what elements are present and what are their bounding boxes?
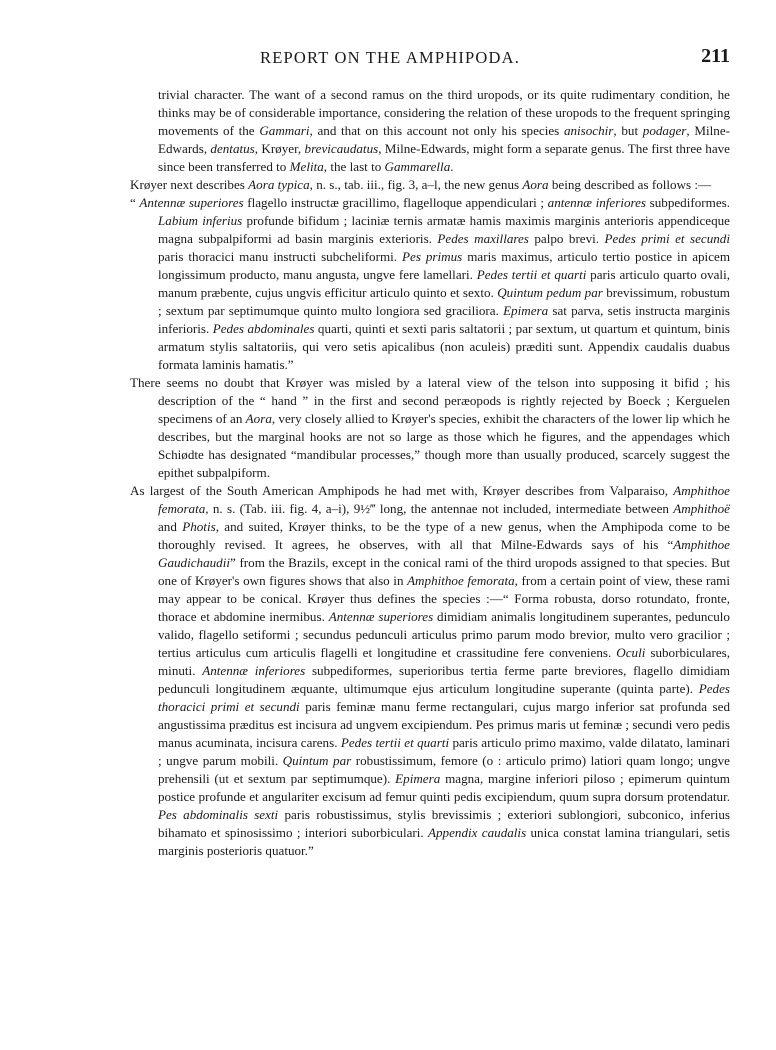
italic-term: Pedes maxillares <box>437 231 529 246</box>
italic-term: Pedes tertii et quarti <box>340 735 450 750</box>
text-run: There seems no doubt that Krøyer was misled by a lateral view of the telson into supposing it bifid ; his description of the “ hand ” in the first and second peræopods is rightly rejected by Boeck ; Kerguelen specimens of an <box>130 375 730 426</box>
text-run: magna, margine inferiori piloso ; epimerum quintum postice profunde et angulariter excisum ad femur quinti pedis excipiendum, quum supra dorsum protendatur. <box>158 771 730 804</box>
text-run: , Milne-Edwards, might form a separate genus. The first three have since been transferred to <box>158 141 730 174</box>
text-run: , but <box>613 123 643 138</box>
italic-term: Epimera <box>395 771 441 786</box>
text-run: unica constat lamina triangulari, setis marginis posterioris quatuor.” <box>158 825 730 858</box>
latin-quotation-aora <box>130 194 730 374</box>
italic-term: Pes primus <box>402 249 463 264</box>
page-number: 211 <box>701 45 730 67</box>
italic-term: Pedes primi et secundi <box>604 231 730 246</box>
italic-term: Antennæ superiores <box>139 195 244 210</box>
italic-term: Amphithoe femorata <box>158 483 730 516</box>
text-run: . <box>450 159 454 174</box>
text-run: , Krøyer, <box>254 141 305 156</box>
text-run: Krøyer next describes <box>130 177 249 192</box>
italic-term: Epimera <box>503 303 549 318</box>
italic-term: Gammarella <box>384 159 451 174</box>
italic-term: Quintum par <box>282 753 352 768</box>
text-run: quarti, quinti et sexti paris saltatorii ; par sextum, ut quartum et quintum, binis armatum stylis saltatoriis, qui vero setis apicalibus (non aculeis) præditi sunt. Appendix caudalis duabus formata laminis hamatis.” <box>158 321 730 372</box>
italic-term: Labium inferius <box>158 213 243 228</box>
italic-term: Antennæ inferiores <box>202 663 306 678</box>
paragraph-amphithoe-femorata <box>130 482 730 860</box>
text-run: sat parva, setis instructa marginis inferioris. <box>158 303 730 336</box>
text-run: , and that on this account not only his species <box>309 123 564 138</box>
text-run: paris robustissimus, stylis brevissimis ; exteriori sublongiori, subconico, inferius bihamato et spinosissimo ; interiori suborbiculari. <box>158 807 730 840</box>
italic-term: podager <box>642 123 687 138</box>
text-run: being described as follows :— <box>548 177 712 192</box>
italic-term: Pes abdominalis sexti <box>158 807 279 822</box>
italic-term: dentatus <box>210 141 255 156</box>
italic-term: Antennæ superiores <box>328 609 434 624</box>
text-run: suborbiculares, minuti. <box>158 645 730 678</box>
body-text <box>130 86 730 860</box>
text-run: , from a certain point of view, these rami may appear to be conical. Krøyer thus defines the species :—“ Forma robusta, dorso rotundato, fronte, thorace et abdomine inermibus. <box>158 573 730 624</box>
text-run: robustissimum, femore (o : articulo primo) latiori quam longo; ungve prehensili (ut et sextum par septimumque). <box>158 753 730 786</box>
text-run: paris feminæ manu ferme rectangulari, cujus margo inferior sat profunda sed angustissima præditus est incisura ad ungvem excipiendum. Pes primus maris ut feminæ ; secundi vero pedis manus acuminata, incisura carens. <box>158 699 731 750</box>
text-run: profunde bifidum ; laciniæ ternis armatæ hamis maximis marginis anterioris appendiceque magna subpalpiformi ad basin marginis exterioris. <box>158 213 730 246</box>
italic-term: Pedes thoracici primi et secundi <box>158 681 730 714</box>
text-run: , Milne-Edwards, <box>158 123 731 156</box>
italic-term: Oculi <box>616 645 646 660</box>
paragraph-aora-intro <box>130 176 730 194</box>
italic-term: Aora <box>245 411 272 426</box>
paragraph-kroyer-misled <box>130 374 730 482</box>
text-run: , n. s. (Tab. iii. fig. 4, a–i), 9½‴ long, the antennae not included, intermediate between <box>205 501 674 516</box>
paragraph-continuation <box>130 86 730 176</box>
text-run: dimidiam animalis longitudinem superantes, pedunculo valido, flagello setiformi ; secundus pedunculi articulus primo parum modo brevior, multo vero gracilior ; tertius articulus cum articulis flagelli et longitudine et crassitudine fere conveniens. <box>158 609 730 660</box>
italic-term: Pedes tertii et quarti <box>476 267 587 282</box>
italic-term: Quintum pedum par <box>497 285 603 300</box>
text-run: palpo brevi. <box>528 231 605 246</box>
text-run: As largest of the South American Amphipods he had met with, Krøyer describes from Valparaiso, <box>130 483 674 498</box>
text-run: , the last to <box>323 159 385 174</box>
text-run: and <box>158 519 183 534</box>
text-run: maris maximus, articulo tertio postice in apicem longissimum producto, manu angusta, ungve fere lamellari. <box>158 249 730 282</box>
text-run: brevissimum, robustum ; sextum par septimumque quinto multo longiora sed graciliora. <box>158 285 730 318</box>
running-title: REPORT ON THE AMPHIPODA. <box>260 48 521 67</box>
italic-term: anisochir <box>563 123 614 138</box>
italic-term: Amphithoe Gaudichaudii <box>158 537 730 570</box>
text-run: “ <box>130 195 140 210</box>
page-header <box>130 45 730 70</box>
text-run: , very closely allied to Krøyer's species, exhibit the characters of the lower lip which he describes, but the marginal hooks are not so large as those which he figures, and the appendages which Schiødte has designated “mandibular processes,” though more than usually produced, scarcely suggest the epithet subpalpiform. <box>158 411 730 480</box>
italic-term: Appendix caudalis <box>428 825 527 840</box>
text-run: paris articulo primo maximo, valde dilatato, laminari ; ungve parum mobili. <box>158 735 730 768</box>
italic-term: Gammari <box>259 123 310 138</box>
text-run: paris thoracici manu instructi subcheliformi. <box>158 249 403 264</box>
italic-term: brevicaudatus <box>304 141 379 156</box>
text-run: paris articulo quarto ovali, manum præbente, cujus ungvis efficitur articulo quinto et sexto. <box>158 267 730 300</box>
text-run: , and suited, Krøyer thinks, to be the type of a new genus, when the Amphipoda come to be thoroughly revised. It agrees, he observes, with all that Milne-Edwards says of his “ <box>158 519 730 552</box>
text-run: subpediformes. <box>646 195 731 210</box>
text-run: trivial character. The want of a second ramus on the third uropods, or its quite rudimentary condition, he thinks may be of considerable importance, considering the relation of these uropods to the frequent springing movements of the <box>158 87 730 138</box>
italic-term: antennæ inferiores <box>547 195 647 210</box>
italic-term: Amphithoë <box>673 501 730 516</box>
text-run: , n. s., tab. iii., fig. 3, a–l, the new genus <box>309 177 523 192</box>
text-run: subpediformes, superioribus tertia ferme parte breviores, flagello dimidiam pedunculi longitudinem æquante, ultimumque ejus articulum longitudine superante (quinta parte). <box>158 663 730 696</box>
text-run: ” from the Brazils, except in the conical rami of the third uropods assigned to that species. But one of Krøyer's own figures shows that also in <box>158 555 730 588</box>
italic-term: Aora <box>522 177 549 192</box>
italic-term: Melita <box>289 159 324 174</box>
italic-term: Pedes abdominales <box>212 321 315 336</box>
text-run: flagello instructæ gracillimo, flagelloque appendiculari ; <box>243 195 548 210</box>
italic-term: Aora typica <box>248 177 310 192</box>
italic-term: Photis <box>182 519 216 534</box>
italic-term: Amphithoe femorata <box>407 573 515 588</box>
